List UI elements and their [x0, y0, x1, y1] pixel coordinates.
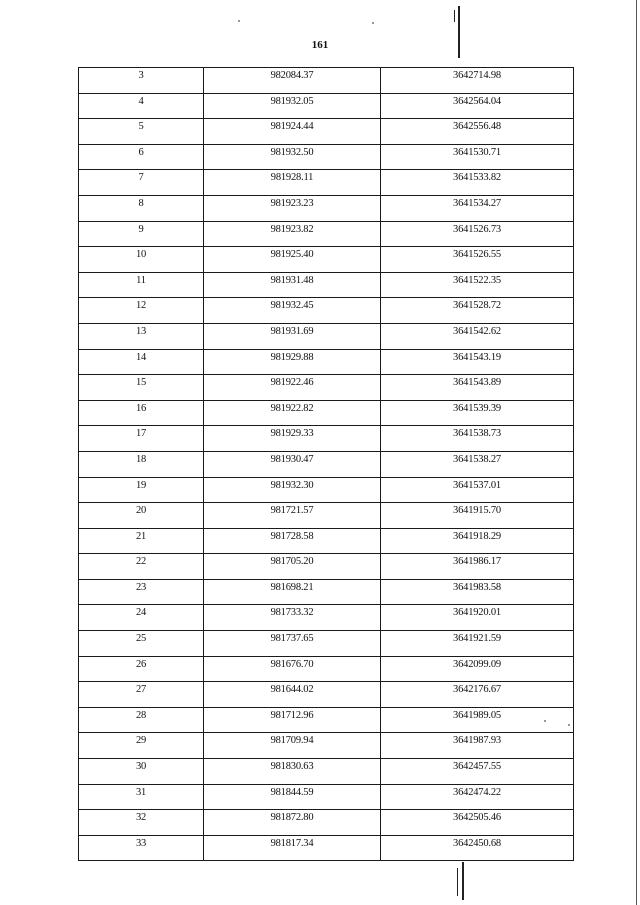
x-coordinate-cell: 981931.69	[204, 323, 381, 349]
x-coordinate-cell: 981676.70	[204, 656, 381, 682]
table-row	[79, 195, 574, 221]
table-row	[79, 221, 574, 247]
table-row	[79, 247, 574, 273]
point-number-cell: 13	[79, 323, 204, 349]
x-coordinate-cell: 981737.65	[204, 631, 381, 657]
y-coordinate-cell: 3641522.35	[381, 272, 574, 298]
table-row	[79, 682, 574, 708]
point-number-cell: 7	[79, 170, 204, 196]
table-row	[79, 298, 574, 324]
coordinates-table	[78, 67, 574, 861]
point-number-cell: 32	[79, 810, 204, 836]
x-coordinate-cell: 981709.94	[204, 733, 381, 759]
scan-mark-bottom	[462, 862, 464, 900]
point-number-cell: 12	[79, 298, 204, 324]
table-row	[79, 451, 574, 477]
point-number-cell: 29	[79, 733, 204, 759]
y-coordinate-cell: 3641526.55	[381, 247, 574, 273]
y-coordinate-cell: 3642505.46	[381, 810, 574, 836]
x-coordinate-cell: 981932.30	[204, 477, 381, 503]
x-coordinate-cell: 981733.32	[204, 605, 381, 631]
point-number-cell: 8	[79, 195, 204, 221]
x-coordinate-cell: 981698.21	[204, 579, 381, 605]
point-number-cell: 28	[79, 707, 204, 733]
point-number-cell: 20	[79, 503, 204, 529]
scan-edge-right	[636, 0, 637, 905]
x-coordinate-cell: 981712.96	[204, 707, 381, 733]
x-coordinate-cell: 981924.44	[204, 119, 381, 145]
y-coordinate-cell: 3641986.17	[381, 554, 574, 580]
table-row	[79, 400, 574, 426]
y-coordinate-cell: 3641528.72	[381, 298, 574, 324]
table-row	[79, 323, 574, 349]
point-number-cell: 19	[79, 477, 204, 503]
table-row	[79, 426, 574, 452]
point-number-cell: 5	[79, 119, 204, 145]
table-row	[79, 656, 574, 682]
y-coordinate-cell: 3641530.71	[381, 144, 574, 170]
y-coordinate-cell: 3641537.01	[381, 477, 574, 503]
point-number-cell: 23	[79, 579, 204, 605]
point-number-cell: 14	[79, 349, 204, 375]
y-coordinate-cell: 3642474.22	[381, 784, 574, 810]
x-coordinate-cell: 981872.80	[204, 810, 381, 836]
y-coordinate-cell: 3641989.05	[381, 707, 574, 733]
scan-mark-top	[458, 6, 460, 58]
page-number: 161	[311, 39, 329, 51]
table-row	[79, 784, 574, 810]
table-row	[79, 835, 574, 861]
x-coordinate-cell: 981925.40	[204, 247, 381, 273]
table-row	[79, 707, 574, 733]
x-coordinate-cell: 981931.48	[204, 272, 381, 298]
point-number-cell: 21	[79, 528, 204, 554]
table-row	[79, 375, 574, 401]
y-coordinate-cell: 3641542.62	[381, 323, 574, 349]
y-coordinate-cell: 3641539.39	[381, 400, 574, 426]
point-number-cell: 10	[79, 247, 204, 273]
point-number-cell: 18	[79, 451, 204, 477]
x-coordinate-cell: 981844.59	[204, 784, 381, 810]
x-coordinate-cell: 981928.11	[204, 170, 381, 196]
table-row	[79, 733, 574, 759]
y-coordinate-cell: 3641543.19	[381, 349, 574, 375]
x-coordinate-cell: 981932.05	[204, 93, 381, 119]
table-row	[79, 349, 574, 375]
point-number-cell: 3	[79, 68, 204, 94]
table-row	[79, 605, 574, 631]
point-number-cell: 26	[79, 656, 204, 682]
point-number-cell: 30	[79, 759, 204, 785]
x-coordinate-cell: 981929.88	[204, 349, 381, 375]
x-coordinate-cell: 982084.37	[204, 68, 381, 94]
table-row	[79, 810, 574, 836]
y-coordinate-cell: 3642176.67	[381, 682, 574, 708]
y-coordinate-cell: 3641533.82	[381, 170, 574, 196]
y-coordinate-cell: 3641921.59	[381, 631, 574, 657]
x-coordinate-cell: 981932.50	[204, 144, 381, 170]
scan-mark-bottom-thin	[457, 868, 458, 896]
x-coordinate-cell: 981923.23	[204, 195, 381, 221]
x-coordinate-cell: 981644.02	[204, 682, 381, 708]
y-coordinate-cell: 3641987.93	[381, 733, 574, 759]
x-coordinate-cell: 981728.58	[204, 528, 381, 554]
x-coordinate-cell: 981929.33	[204, 426, 381, 452]
y-coordinate-cell: 3642556.48	[381, 119, 574, 145]
y-coordinate-cell: 3641538.73	[381, 426, 574, 452]
table-row	[79, 579, 574, 605]
point-number-cell: 16	[79, 400, 204, 426]
y-coordinate-cell: 3641534.27	[381, 195, 574, 221]
table-row	[79, 119, 574, 145]
point-number-cell: 6	[79, 144, 204, 170]
point-number-cell: 27	[79, 682, 204, 708]
scan-speck	[372, 22, 374, 24]
table-row	[79, 93, 574, 119]
table-row	[79, 144, 574, 170]
y-coordinate-cell: 3642450.68	[381, 835, 574, 861]
point-number-cell: 22	[79, 554, 204, 580]
y-coordinate-cell: 3642714.98	[381, 68, 574, 94]
table-row	[79, 554, 574, 580]
x-coordinate-cell: 981932.45	[204, 298, 381, 324]
y-coordinate-cell: 3641543.89	[381, 375, 574, 401]
table-row	[79, 631, 574, 657]
y-coordinate-cell: 3641915.70	[381, 503, 574, 529]
coordinates-table-body	[79, 68, 574, 861]
x-coordinate-cell: 981922.46	[204, 375, 381, 401]
y-coordinate-cell: 3641920.01	[381, 605, 574, 631]
table-row	[79, 272, 574, 298]
x-coordinate-cell: 981705.20	[204, 554, 381, 580]
point-number-cell: 17	[79, 426, 204, 452]
point-number-cell: 25	[79, 631, 204, 657]
table-row	[79, 68, 574, 94]
y-coordinate-cell: 3641538.27	[381, 451, 574, 477]
table-row	[79, 503, 574, 529]
point-number-cell: 15	[79, 375, 204, 401]
y-coordinate-cell: 3641918.29	[381, 528, 574, 554]
table-row	[79, 170, 574, 196]
point-number-cell: 33	[79, 835, 204, 861]
point-number-cell: 9	[79, 221, 204, 247]
point-number-cell: 4	[79, 93, 204, 119]
x-coordinate-cell: 981817.34	[204, 835, 381, 861]
x-coordinate-cell: 981830.63	[204, 759, 381, 785]
y-coordinate-cell: 3642564.04	[381, 93, 574, 119]
y-coordinate-cell: 3642099.09	[381, 656, 574, 682]
x-coordinate-cell: 981922.82	[204, 400, 381, 426]
point-number-cell: 24	[79, 605, 204, 631]
scan-mark-top-thin	[454, 10, 455, 22]
y-coordinate-cell: 3641983.58	[381, 579, 574, 605]
point-number-cell: 31	[79, 784, 204, 810]
table-row	[79, 477, 574, 503]
point-number-cell: 11	[79, 272, 204, 298]
scan-speck	[238, 20, 240, 22]
x-coordinate-cell: 981721.57	[204, 503, 381, 529]
y-coordinate-cell: 3642457.55	[381, 759, 574, 785]
table-row	[79, 528, 574, 554]
x-coordinate-cell: 981930.47	[204, 451, 381, 477]
y-coordinate-cell: 3641526.73	[381, 221, 574, 247]
x-coordinate-cell: 981923.82	[204, 221, 381, 247]
table-row	[79, 759, 574, 785]
